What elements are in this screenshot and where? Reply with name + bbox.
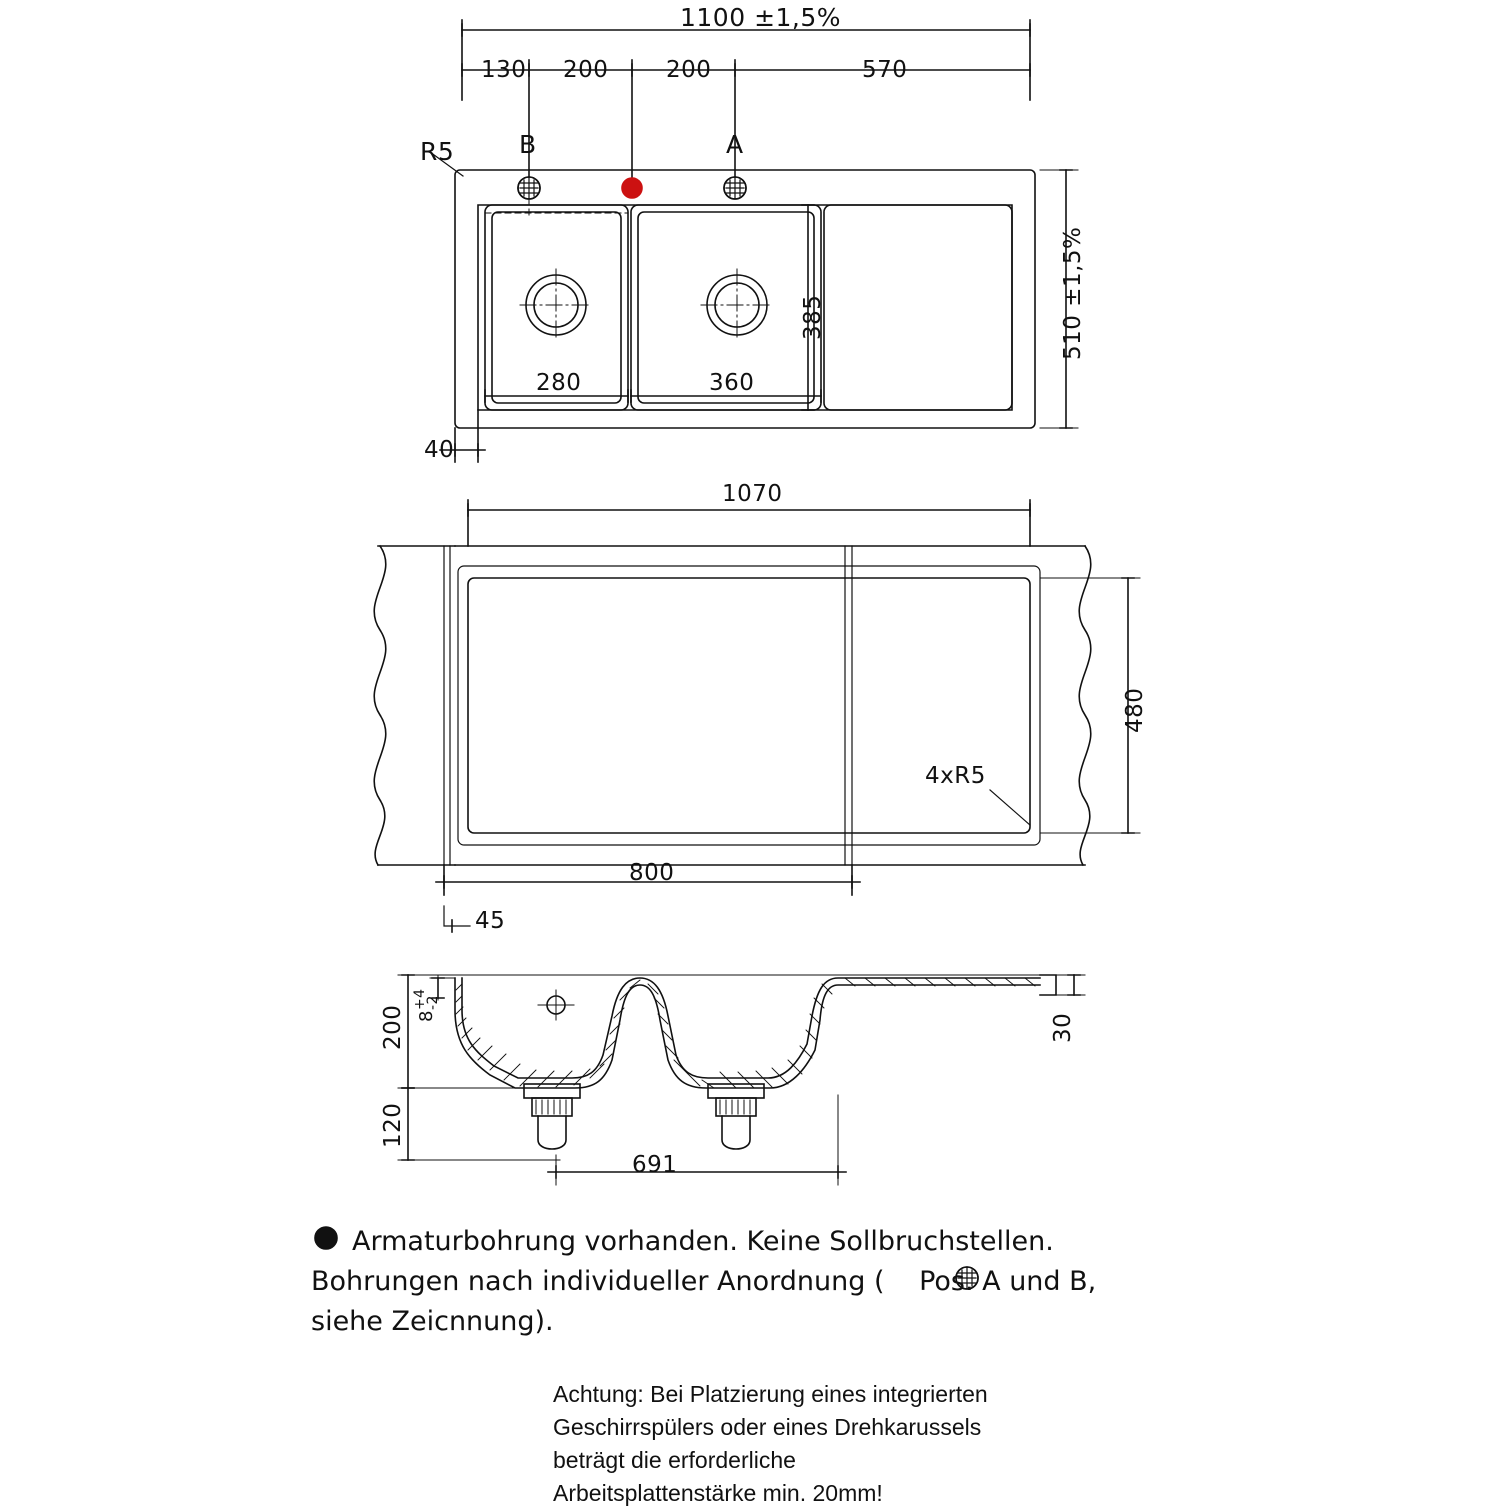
dim-label-800: 800 <box>629 860 675 886</box>
section-tap-hole-mark <box>538 990 574 1020</box>
note-line-2: Bohrungen nach individueller Anordnung ( Pos. A und B, <box>311 1266 1097 1297</box>
cutout-outer-rect <box>458 566 1040 845</box>
break-line-left <box>374 546 386 865</box>
dim-label-360: 360 <box>709 370 755 396</box>
label-r5: R5 <box>420 137 455 166</box>
warning-line-4: Arbeitsplattenstärke min. 20mm! <box>553 1480 883 1506</box>
waste-fitting-left <box>524 1084 580 1149</box>
tap-hole-a <box>724 177 746 199</box>
dim-label-120: 120 <box>380 1102 406 1148</box>
dim-label-200-section: 200 <box>380 1004 406 1050</box>
warning-line-1: Achtung: Bei Platzierung eines integrierten <box>553 1381 988 1407</box>
dim-line-45 <box>444 906 470 926</box>
dim-label-480: 480 <box>1122 687 1148 733</box>
break-line-right <box>1079 546 1091 865</box>
sink-section-outer <box>455 978 1040 1088</box>
note-bullet <box>315 1227 337 1249</box>
section-hatching <box>456 978 1035 1088</box>
dim-label-40: 40 <box>424 437 455 463</box>
note-line-1: Armaturbohrung vorhanden. Keine Sollbruchstellen. <box>352 1226 1054 1257</box>
label-hole-b: B <box>519 130 537 159</box>
note-line-3: siehe Zeicnnung). <box>311 1306 554 1337</box>
dim-label-30: 30 <box>1050 1012 1076 1043</box>
dim-label-280: 280 <box>536 370 582 396</box>
cutout-rect <box>468 578 1030 833</box>
tap-hole-existing <box>622 178 642 198</box>
dim-label-overall-width: 1100 ±1,5% <box>680 3 842 32</box>
dim-label-overall-depth: 510 ±1,5% <box>1060 226 1086 360</box>
dim-label-seg-130: 130 <box>481 57 527 83</box>
dim-label-seg-570: 570 <box>862 57 908 83</box>
label-hole-a: A <box>726 130 744 159</box>
waste-fitting-right <box>708 1084 764 1149</box>
dim-label-1070: 1070 <box>722 481 783 507</box>
sink-section-inner <box>462 978 1040 1078</box>
dim-label-rim-thickness: 8+4 -2 <box>412 988 441 1022</box>
dim-label-seg-200a: 200 <box>563 57 609 83</box>
warning-line-3: beträgt die erforderliche <box>553 1447 796 1473</box>
tap-hole-b <box>518 177 540 199</box>
drainboard-top <box>824 205 1012 410</box>
leader-4xr5 <box>990 790 1030 825</box>
label-4xr5: 4xR5 <box>925 763 986 789</box>
dim-label-45: 45 <box>475 908 506 934</box>
dim-label-seg-200b: 200 <box>666 57 712 83</box>
dim-label-385: 385 <box>800 294 826 340</box>
warning-line-2: Geschirrspülers oder eines Drehkarussels <box>553 1414 982 1440</box>
dim-label-691: 691 <box>632 1152 678 1178</box>
worktop-flange <box>1040 975 1056 995</box>
